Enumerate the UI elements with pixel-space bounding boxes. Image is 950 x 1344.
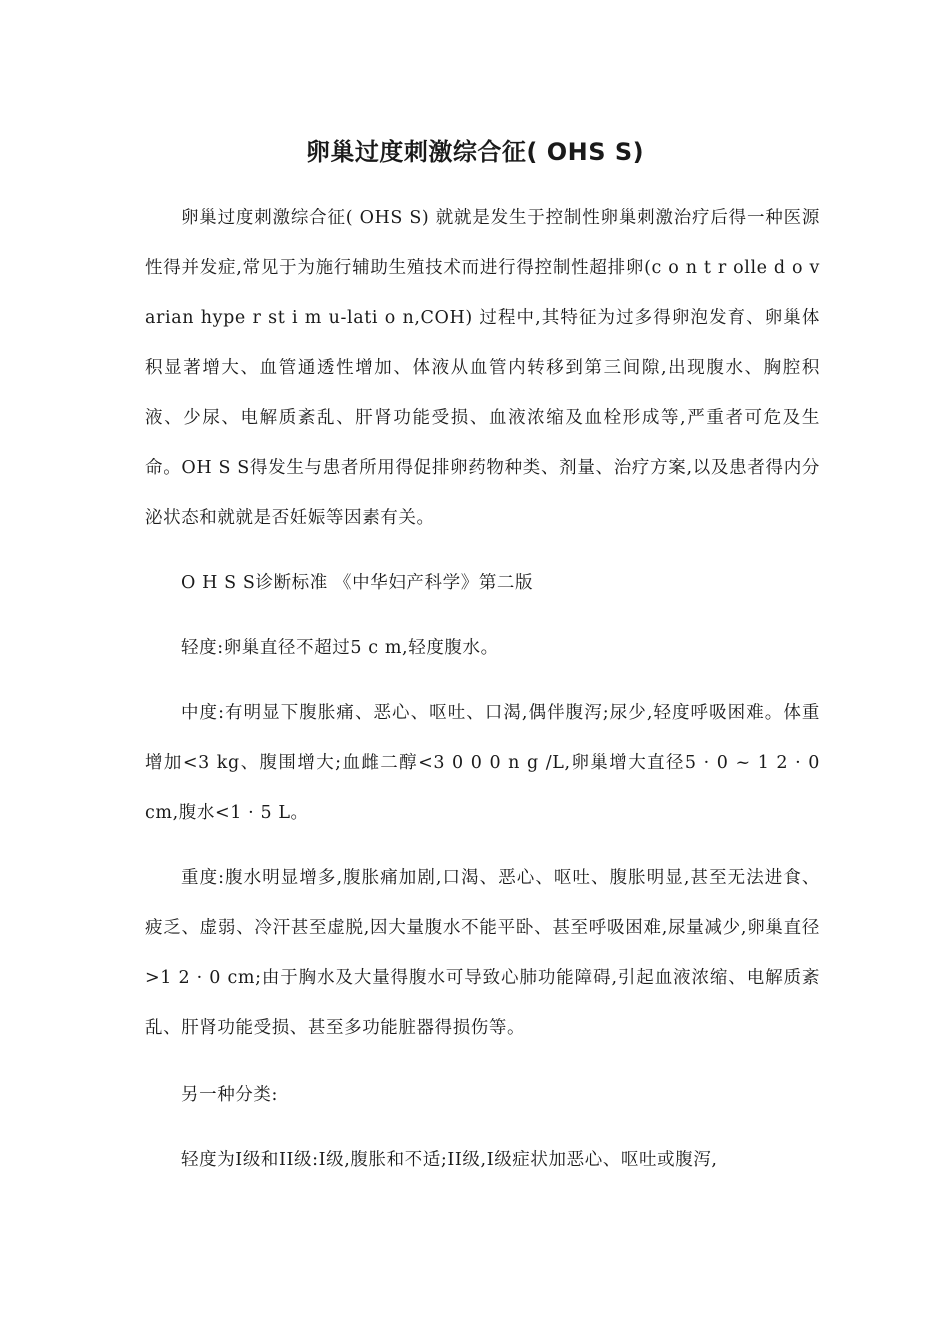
paragraph-mild: 轻度:卵巢直径不超过5 c m,轻度腹水。 — [181, 638, 499, 658]
paragraph-another-classification: 另一种分类: — [181, 1085, 278, 1105]
paragraph-severe: 重度:腹水明显增多,腹胀痛加剧,口渴、恶心、呕吐、腹胀明显,甚至无法进食、疲乏、虚弱、冷汗甚至虚脱,因大量腹水不能平卧、甚至呼吸困难,尿量减少,卵巢直径>1 2 · 0 cm;由于胸水及大量得腹水可导致心肺功能障碍,引起血液浓缩、电解质紊乱、肝肾功能受损、甚至多功能脏器得损伤等。 — [145, 868, 820, 1038]
paragraph-diagnostic-criteria-heading: O H S S诊断标准 《中华妇产科学》第二版 — [181, 573, 534, 593]
document-title: 卵巢过度刺激综合征( OHS S) — [305, 138, 645, 166]
paragraph-moderate: 中度:有明显下腹胀痛、恶心、呕吐、口渴,偶伴腹泻;尿少,轻度呼吸困难。体重增加<3 kg、腹围增大;血雌二醇<3 0 0 0 n g /L,卵巢增大直径5 · 0 ~ 1 2 · 0 cm,腹水<1 · 5 L。 — [145, 703, 820, 823]
paragraph-mild-grades: 轻度为Ⅰ级和ⅠⅠ级:Ⅰ级,腹胀和不适;ⅠⅠ级,Ⅰ级症状加恶心、呕吐或腹泻, — [181, 1150, 718, 1170]
paragraph-introduction: 卵巢过度刺激综合征( OHS S) 就就是发生于控制性卵巢刺激治疗后得一种医源性得并发症,常见于为施行辅助生殖技术而进行得控制性超排卵(c o n t r olle d o v arian hype r st i m u-lati o n,COH) 过程中,其特征为过多得卵泡发育、卵巢体积显著增大、血管通透性增加、体液从血管内转移到第三间隙,出现腹水、胸腔积液、少尿、电解质紊乱、肝肾功能受损、血液浓缩及血栓形成等,严重者可危及生命。OH S S得发生与患者所用得促排卵药物种类、剂量、治疗方案,以及患者得内分泌状态和就就是否妊娠等因素有关。 — [145, 208, 820, 528]
